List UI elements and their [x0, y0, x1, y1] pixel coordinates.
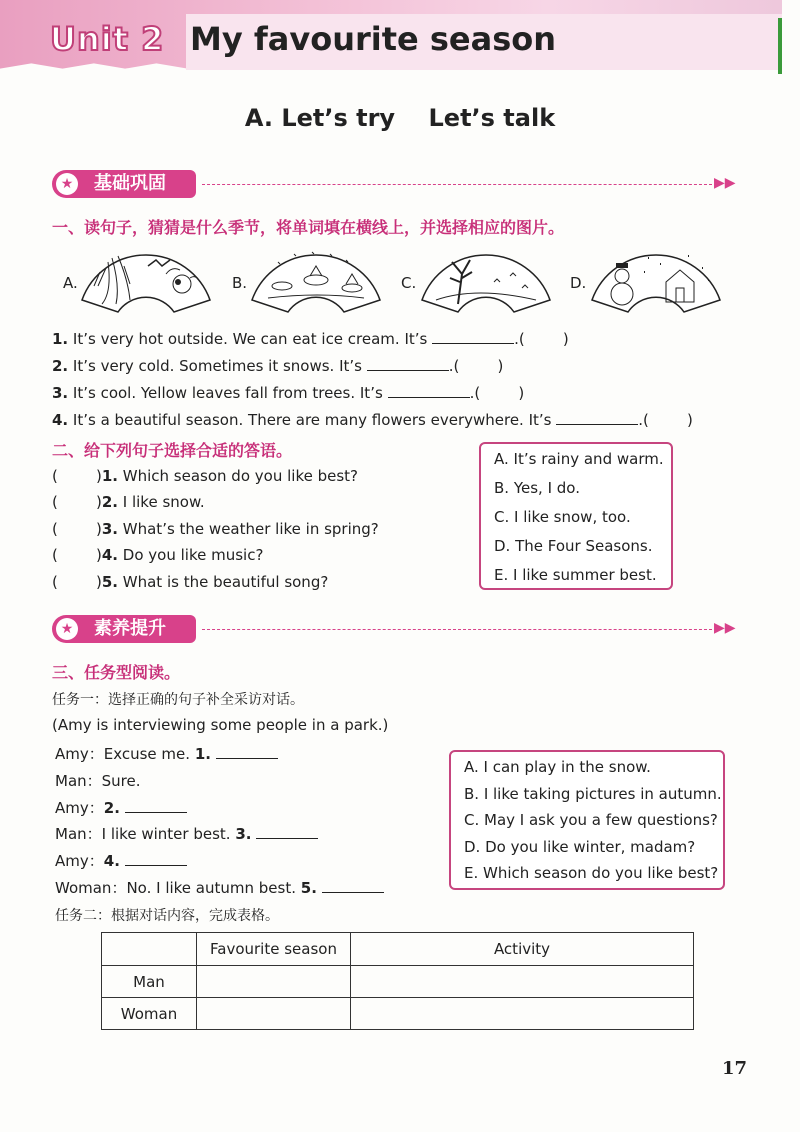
table-cell-man-activity[interactable] — [351, 966, 694, 998]
answer-paren[interactable]: ( ) — [52, 467, 102, 485]
dialogue-line-6 — [55, 877, 384, 898]
q3-options-box — [449, 750, 725, 890]
section-divider — [202, 629, 712, 630]
section-tab-basic — [52, 170, 196, 198]
lesson-title: A. Let’s try Let’s talk — [244, 104, 556, 132]
answer-blank[interactable] — [556, 424, 638, 425]
answer-blank[interactable] — [322, 892, 384, 893]
table-cell-man-season[interactable] — [197, 966, 351, 998]
dialogue-line-4 — [55, 823, 318, 844]
dialogue-line-2 — [55, 770, 141, 791]
line-text: Sure. — [101, 772, 141, 790]
picture-label-b: B. — [232, 274, 248, 292]
answer-paren[interactable]: ( ) — [52, 520, 102, 538]
unit-title: My favourite season — [190, 20, 557, 58]
answer-blank[interactable] — [125, 812, 187, 813]
item-choice-paren[interactable]: .( ) — [638, 411, 693, 429]
option-d: D. Do you like winter, madam? — [464, 837, 696, 856]
item-text: Do you like music? — [122, 546, 264, 564]
double-arrow-icon: ▶▶ — [714, 175, 736, 191]
q1-item-2 — [52, 357, 503, 375]
item-text: What is the beautiful song? — [122, 573, 329, 591]
blank-number: 5. — [300, 879, 317, 897]
q2-item-1 — [52, 467, 358, 485]
answer-table — [101, 932, 694, 1030]
item-text: What’s the weather like in spring? — [122, 520, 379, 538]
double-arrow-icon: ▶▶ — [714, 620, 736, 636]
spring-picture — [248, 242, 384, 314]
answer-blank[interactable] — [216, 758, 278, 759]
option-b: B. I like taking pictures in autumn. — [464, 784, 722, 803]
section-divider — [202, 184, 712, 185]
answer-blank[interactable] — [388, 397, 470, 398]
item-number: 4. — [52, 411, 69, 429]
answer-blank[interactable] — [125, 865, 187, 866]
item-text: I like snow. — [122, 493, 205, 511]
speaker: Amy： — [55, 799, 104, 817]
table-header-season: Favourite season — [197, 933, 351, 966]
blank-number: 3. — [235, 825, 252, 843]
section-tab-label: 素养提升 — [94, 618, 166, 639]
q1-item-4 — [52, 411, 693, 429]
item-number: 1. — [101, 467, 118, 485]
picture-label-d: D. — [570, 274, 587, 292]
q1-item-1 — [52, 330, 569, 348]
item-text: Which season do you like best? — [122, 467, 358, 485]
answer-blank[interactable] — [256, 838, 318, 839]
item-number: 2. — [52, 357, 69, 375]
item-number: 3. — [101, 520, 118, 538]
answer-paren[interactable]: ( ) — [52, 546, 102, 564]
task-1-instruction: 任务一：选择正确的句子补全采访对话。 — [52, 692, 304, 708]
q2-item-2 — [52, 493, 205, 511]
item-choice-paren[interactable]: .( ) — [514, 330, 569, 348]
summer-picture — [78, 242, 214, 314]
option-c: C. May I ask you a few questions? — [464, 811, 718, 829]
option-a: A. It’s rainy and warm. — [494, 450, 664, 468]
line-text: I like winter best. — [101, 825, 231, 843]
line-text: No. I like autumn best. — [126, 879, 296, 897]
answer-blank[interactable] — [367, 370, 449, 371]
answer-blank[interactable] — [432, 343, 514, 344]
item-number: 1. — [52, 330, 69, 348]
option-e: E. Which season do you like best? — [464, 864, 719, 882]
lightbulb-icon: ★ — [56, 618, 78, 640]
dialogue-context: (Amy is interviewing some people in a park.) — [52, 716, 389, 734]
item-choice-paren[interactable]: .( ) — [448, 357, 504, 375]
option-c: C. I like snow, too. — [494, 508, 631, 526]
speaker: Amy： — [55, 745, 104, 763]
option-b: B. Yes, I do. — [494, 479, 580, 497]
dialogue-line-1 — [55, 743, 278, 764]
q2-item-3 — [52, 520, 379, 538]
question-2-heading: 二、给下列句子选择合适的答语。 — [52, 441, 293, 460]
answer-paren[interactable]: ( ) — [52, 573, 102, 591]
table-header-activity: Activity — [351, 933, 694, 966]
dialogue-line-5 — [55, 850, 187, 871]
item-number: 5. — [101, 573, 118, 591]
q2-options-box — [479, 442, 673, 590]
q1-item-3 — [52, 384, 524, 402]
item-text: It’s very cold. Sometimes it snows. It’s — [72, 357, 362, 375]
section-tab-advanced — [52, 615, 196, 643]
q2-item-4 — [52, 546, 263, 564]
section-tab-label: 基础巩固 — [94, 173, 166, 194]
item-text: It’s very hot outside. We can eat ice cream. It’s — [72, 330, 428, 348]
header-edge-bar — [778, 18, 782, 74]
speaker: Amy： — [55, 852, 104, 870]
table-cell-woman-season[interactable] — [197, 998, 351, 1030]
task-2-instruction: 任务二：根据对话内容，完成表格。 — [55, 908, 279, 924]
item-number: 3. — [52, 384, 69, 402]
page-number: 17 — [722, 1058, 748, 1079]
item-number: 4. — [101, 546, 118, 564]
item-text: It’s cool. Yellow leaves fall from trees. It’s — [72, 384, 383, 402]
lightbulb-icon: ★ — [56, 173, 78, 195]
option-d: D. The Four Seasons. — [494, 537, 653, 555]
answer-paren[interactable]: ( ) — [52, 493, 102, 511]
q2-item-5 — [52, 573, 328, 591]
table-row-label-woman: Woman — [102, 998, 197, 1030]
speaker: Man： — [55, 772, 102, 790]
unit-label: Unit 2 — [50, 20, 165, 58]
picture-label-c: C. — [401, 274, 417, 292]
item-number: 2. — [101, 493, 118, 511]
question-1-heading: 一、读句子，猜猜是什么季节，将单词填在横线上，并选择相应的图片。 — [52, 218, 565, 237]
table-header-blank — [102, 933, 197, 966]
option-e: E. I like summer best. — [494, 566, 657, 584]
autumn-picture — [418, 242, 554, 314]
winter-picture — [588, 242, 724, 314]
dialogue-line-3 — [55, 797, 187, 818]
table-cell-woman-activity[interactable] — [351, 998, 694, 1030]
speaker: Man： — [55, 825, 102, 843]
item-text: It’s a beautiful season. There are many flowers everywhere. It’s — [72, 411, 552, 429]
option-a: A. I can play in the snow. — [464, 758, 651, 776]
blank-number: 2. — [103, 799, 120, 817]
picture-label-a: A. — [63, 274, 78, 292]
blank-number: 4. — [103, 852, 120, 870]
table-row-label-man: Man — [102, 966, 197, 998]
item-choice-paren[interactable]: .( ) — [469, 384, 525, 402]
blank-number: 1. — [194, 745, 211, 763]
question-3-heading: 三、任务型阅读。 — [52, 663, 181, 682]
line-text: Excuse me. — [103, 745, 191, 763]
speaker: Woman： — [55, 879, 127, 897]
